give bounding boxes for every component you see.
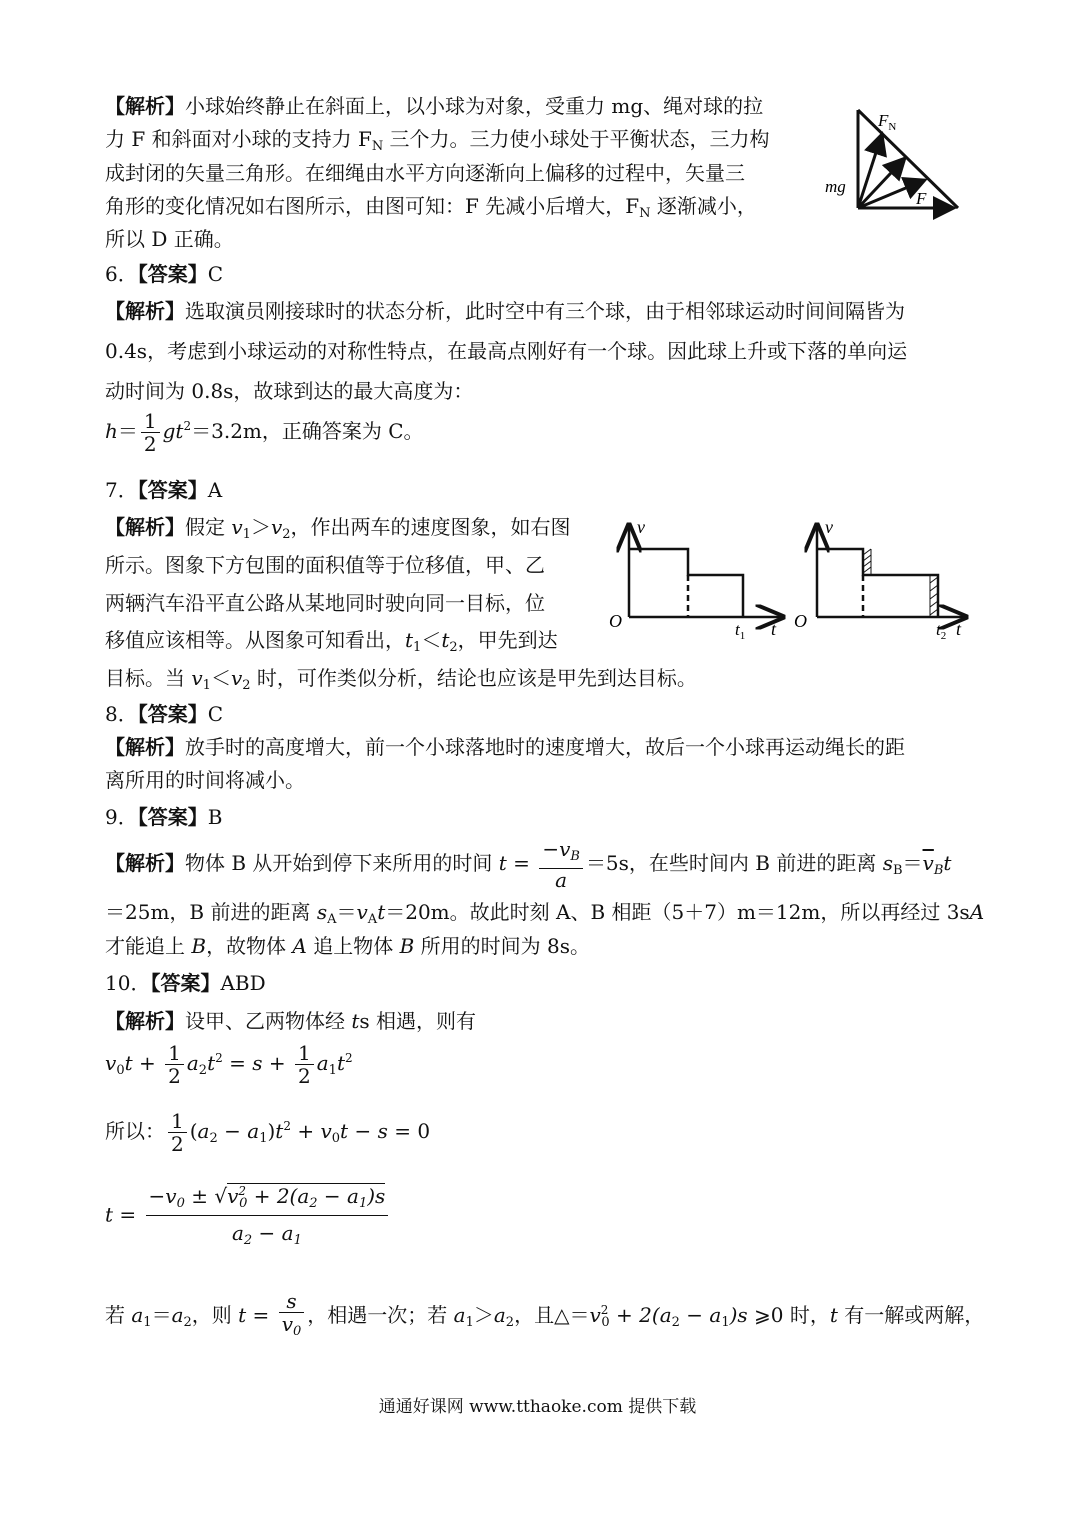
fraction-half-eq1b: $\frac{1}{2}$ xyxy=(295,1042,314,1087)
graph1-velocity-line xyxy=(629,549,743,617)
q5-explanation-line5: 所以 D 正确。 xyxy=(105,227,234,251)
q9-explanation-line2: ＝25m，B 前进的距离 $s_A=v_At=20m$。故此时刻 A、B 相距（5＋7）m＝12m，所以再经过 3sA xyxy=(105,900,985,927)
q5-explanation-line1: 【解析】小球始终静止在斜面上，以小球为对象，受重力 mg、绳对球的拉 xyxy=(105,94,764,118)
q7-explanation-line3: 两辆汽车沿平直公路从某地同时驶向同一目标，位 xyxy=(105,591,545,615)
q8-explanation-line1: 【解析】放手时的高度增大，前一个小球落地时的速度增大，故后一个小球再运动绳长的距 xyxy=(105,735,905,759)
q10-answer: 10．【答案】ABD xyxy=(105,971,266,995)
q7-explanation-line4: 移值应该相等。从图象可知看出，$t_1<t_2$，甲先到达 xyxy=(105,628,558,655)
q5-explanation-line4: 角形的变化情况如右图所示，由图可知：F 先减小后增大，$F_N$ 逐渐减小， xyxy=(105,194,757,221)
q5-explanation-line3: 成封闭的矢量三角形。在细绳由水平方向逐渐向上偏移的过程中，矢量三 xyxy=(105,161,745,185)
vector-f2 xyxy=(858,180,925,208)
fraction-half-eq1a: $\frac{1}{2}$ xyxy=(165,1042,184,1087)
q10-equation-1: $v_0t$ + $\frac{1}{2}$ $a_2t^2 = s$ + $\frac{1}{2}$ $a_1t^2$ xyxy=(105,1041,353,1088)
graph2-t2-label: $t_2$ xyxy=(936,620,947,642)
q7-explanation-line5: 目标。当 $v_1<v_2$ 时，可作类似分析，结论也应该是甲先到达目标。 xyxy=(105,666,697,693)
graph1-origin-label: O xyxy=(609,611,622,631)
graph2-v-label: v xyxy=(825,517,833,537)
quadratic-fraction: $\frac{-v_0 \pm √v^2_0 + 2(a_2 - a_1)s}{a_2 - a_1}$ xyxy=(146,1180,389,1252)
q6-explanation-line2: 0.4s，考虑到小球运动的对称性特点，在最高点刚好有一个球。因此球上升或下落的单向运 xyxy=(105,339,908,363)
q5-explanation-label: 【解析】 xyxy=(105,94,185,118)
graph2-t-label: t xyxy=(956,619,962,639)
vector-triangle-figure xyxy=(820,100,970,220)
q8-explanation-line2: 离所用的时间将减小。 xyxy=(105,768,305,792)
label-fn: $F_N$ xyxy=(878,111,897,133)
q6-explanation-line3: 动时间为 0.8s，故球到达的最大高度为： xyxy=(105,379,474,403)
graph1-t-label: t xyxy=(771,619,777,639)
q7-answer: 7．【答案】A xyxy=(105,478,223,502)
graph1-t1-label: $t_1$ xyxy=(735,620,746,642)
q6-answer: 6．【答案】C xyxy=(105,262,224,286)
sqrt-symbol: √ xyxy=(214,1184,228,1208)
fraction-s-over-v0: $\frac{s}{v_0}$ xyxy=(279,1290,305,1343)
q10-equation-3: t = $\frac{-v_0 \pm √v^2_0 + 2(a_2 - a_1)s}{a_2 - a_1}$ xyxy=(105,1180,391,1252)
graph2-origin-label: O xyxy=(794,611,807,631)
graph1-v-label: v xyxy=(637,517,645,537)
fraction-half-eq2: $\frac{1}{2}$ xyxy=(168,1110,187,1155)
fraction-vb-over-a: $\frac{-v_B}{a}$ xyxy=(539,838,583,891)
fraction-half: $\frac{1}{2}$ xyxy=(141,410,160,455)
q9-answer: 9．【答案】B xyxy=(105,805,223,829)
graph2-velocity-line xyxy=(817,549,938,617)
q6-formula: h＝ $\frac{1}{2}$ $gt^2=3.2m$，正确答案为 C。 xyxy=(105,409,424,456)
label-mg: mg xyxy=(825,177,846,196)
q7-explanation-line2: 所示。图象下方包围的面积值等于位移值，甲、乙 xyxy=(105,553,545,577)
velocity-time-graph-2 xyxy=(790,515,980,645)
label-f: F xyxy=(916,189,927,208)
q6-explanation-line1: 【解析】选取演员刚接球时的状态分析，此时空中有三个球，由于相邻球运动时间间隔皆为 xyxy=(105,299,905,323)
q8-answer: 8．【答案】C xyxy=(105,702,224,726)
q10-explanation-line1: 【解析】设甲、乙两物体经 ts 相遇，则有 xyxy=(105,1009,477,1033)
q9-explanation-line3: 才能追上 B，故物体 A 追上物体 B 所用的时间为 8s。 xyxy=(105,934,590,958)
q9-explanation-line1: 【解析】物体 B 从开始到停下来所用的时间 t = $\frac{-v_B}{a}$ ＝5s，在些时间内 B 前进的距离 $s_B=\overline{v}_Bt$ xyxy=(105,837,952,892)
page-footer: 通通好课网 www.tthaoke.com 提供下载 xyxy=(378,1397,697,1417)
q10-last-line: 若 $a_1=a_2$，则 t = $\frac{s}{v_0}$ ，相遇一次；若 $a_1>a_2$，且$\triangle=v^2_0 + 2(a_2 - a_1)s$ ⩾0 时，t 有一解或两解， xyxy=(105,1290,984,1343)
q7-explanation-line1: 【解析】假定 $v_1>v_2$，作出两车的速度图象，如右图 xyxy=(105,515,571,542)
q5-explanation-line2: 力 F 和斜面对小球的支持力 $F_N$ 三个力。三力使小球处于平衡状态，三力构 xyxy=(105,127,770,154)
velocity-time-graph-1 xyxy=(605,515,795,645)
q10-equation-2: 所以： $\frac{1}{2}$ $(a_2 - a_1)t^2 + v_0t - s = 0$ xyxy=(105,1109,431,1156)
